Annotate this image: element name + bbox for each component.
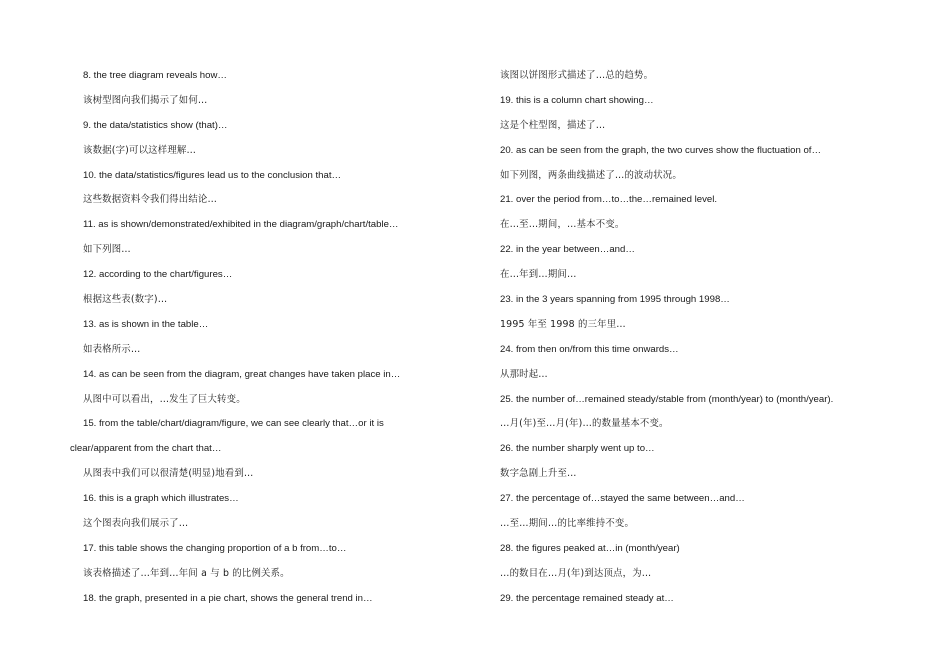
translation-line: …至…期间…的比率维持不变。 xyxy=(500,518,635,530)
phrase-line: 28. the figures peaked at…in (month/year) xyxy=(500,542,680,554)
phrase-line: 8. the tree diagram reveals how… xyxy=(83,70,227,81)
phrase-line: 29. the percentage remained steady at… xyxy=(500,592,674,604)
phrase-line: 22. in the year between…and… xyxy=(500,244,635,256)
translation-line: 1995 年至 1998 的三年里… xyxy=(500,318,626,330)
translation-line: 如下列图，两条曲线描述了…的波动状况。 xyxy=(500,169,682,181)
translation-line: 数字急剧上升至… xyxy=(500,468,577,480)
translation-line: 在…至…期间，…基本不变。 xyxy=(500,219,625,231)
phrase-line: 23. in the 3 years spanning from 1995 through 1998… xyxy=(500,294,730,306)
phrase-line: 11. as is shown/demonstrated/exhibited in the diagram/graph/chart/table… xyxy=(83,219,399,231)
phrase-line: 18. the graph, presented in a pie chart, shows the general trend in… xyxy=(83,592,373,604)
phrase-line: 12. according to the chart/figures… xyxy=(83,269,233,281)
phrase-line: 17. this table shows the changing proportion of a b from…to… xyxy=(83,542,347,554)
phrase-line: 13. as is shown in the table… xyxy=(83,318,209,330)
phrase-line: 25. the number of…remained steady/stable from (month/year) to (month/year). xyxy=(500,393,834,405)
translation-line: 这是个柱型图，描述了… xyxy=(500,119,606,131)
translation-line: …月(年)至…月(年)…的数量基本不变。 xyxy=(500,418,669,430)
right-column xyxy=(500,64,920,612)
translation-line: 从图中可以看出，…发生了巨大转变。 xyxy=(83,393,246,405)
translation-line: 这些数据资料令我们得出结论… xyxy=(83,194,218,206)
translation-line: 如表格所示… xyxy=(83,343,141,355)
translation-line: 该表格描述了…年到…年间 a 与 b 的比例关系。 xyxy=(83,567,290,579)
phrase-line: 24. from then on/from this time onwards… xyxy=(500,343,679,355)
translation-line: …的数目在…月(年)到达顶点，为… xyxy=(500,567,652,579)
phrase-line: 14. as can be seen from the diagram, great changes have taken place in… xyxy=(83,368,401,380)
phrase-line: 21. over the period from…to…the…remained level. xyxy=(500,194,718,206)
translation-line: 从那时起… xyxy=(500,368,548,380)
translation-line: 如下列图… xyxy=(83,244,131,256)
phrase-line: 10. the data/statistics/figures lead us to the conclusion that… xyxy=(83,169,342,181)
phrase-line: 20. as can be seen from the graph, the two curves show the fluctuation of… xyxy=(500,144,822,156)
translation-line: 在…年到…期间… xyxy=(500,269,577,281)
translation-line: 根据这些表(数字)… xyxy=(83,294,168,306)
translation-line: 这个图表向我们展示了… xyxy=(83,518,189,530)
phrase-line: 9. the data/statistics show (that)… xyxy=(83,119,228,131)
left-column xyxy=(70,64,470,612)
translation-line: 从图表中我们可以很清楚(明显)地看到… xyxy=(83,468,254,480)
phrase-line: clear/apparent from the chart that… xyxy=(70,443,222,455)
translation-line: 该数据(字)可以这样理解… xyxy=(83,144,197,156)
translation-line: 该树型图向我们揭示了如何… xyxy=(83,94,208,106)
phrase-line: 15. from the table/chart/diagram/figure, we can see clearly that…or it is xyxy=(83,418,384,430)
phrase-line: 27. the percentage of…stayed the same between…and… xyxy=(500,493,745,505)
phrase-line: 16. this is a graph which illustrates… xyxy=(83,493,239,505)
translation-line: 该图以饼图形式描述了…总的趋势。 xyxy=(500,70,654,81)
phrase-line: 26. the number sharply went up to… xyxy=(500,443,655,455)
phrase-line: 19. this is a column chart showing… xyxy=(500,94,654,106)
